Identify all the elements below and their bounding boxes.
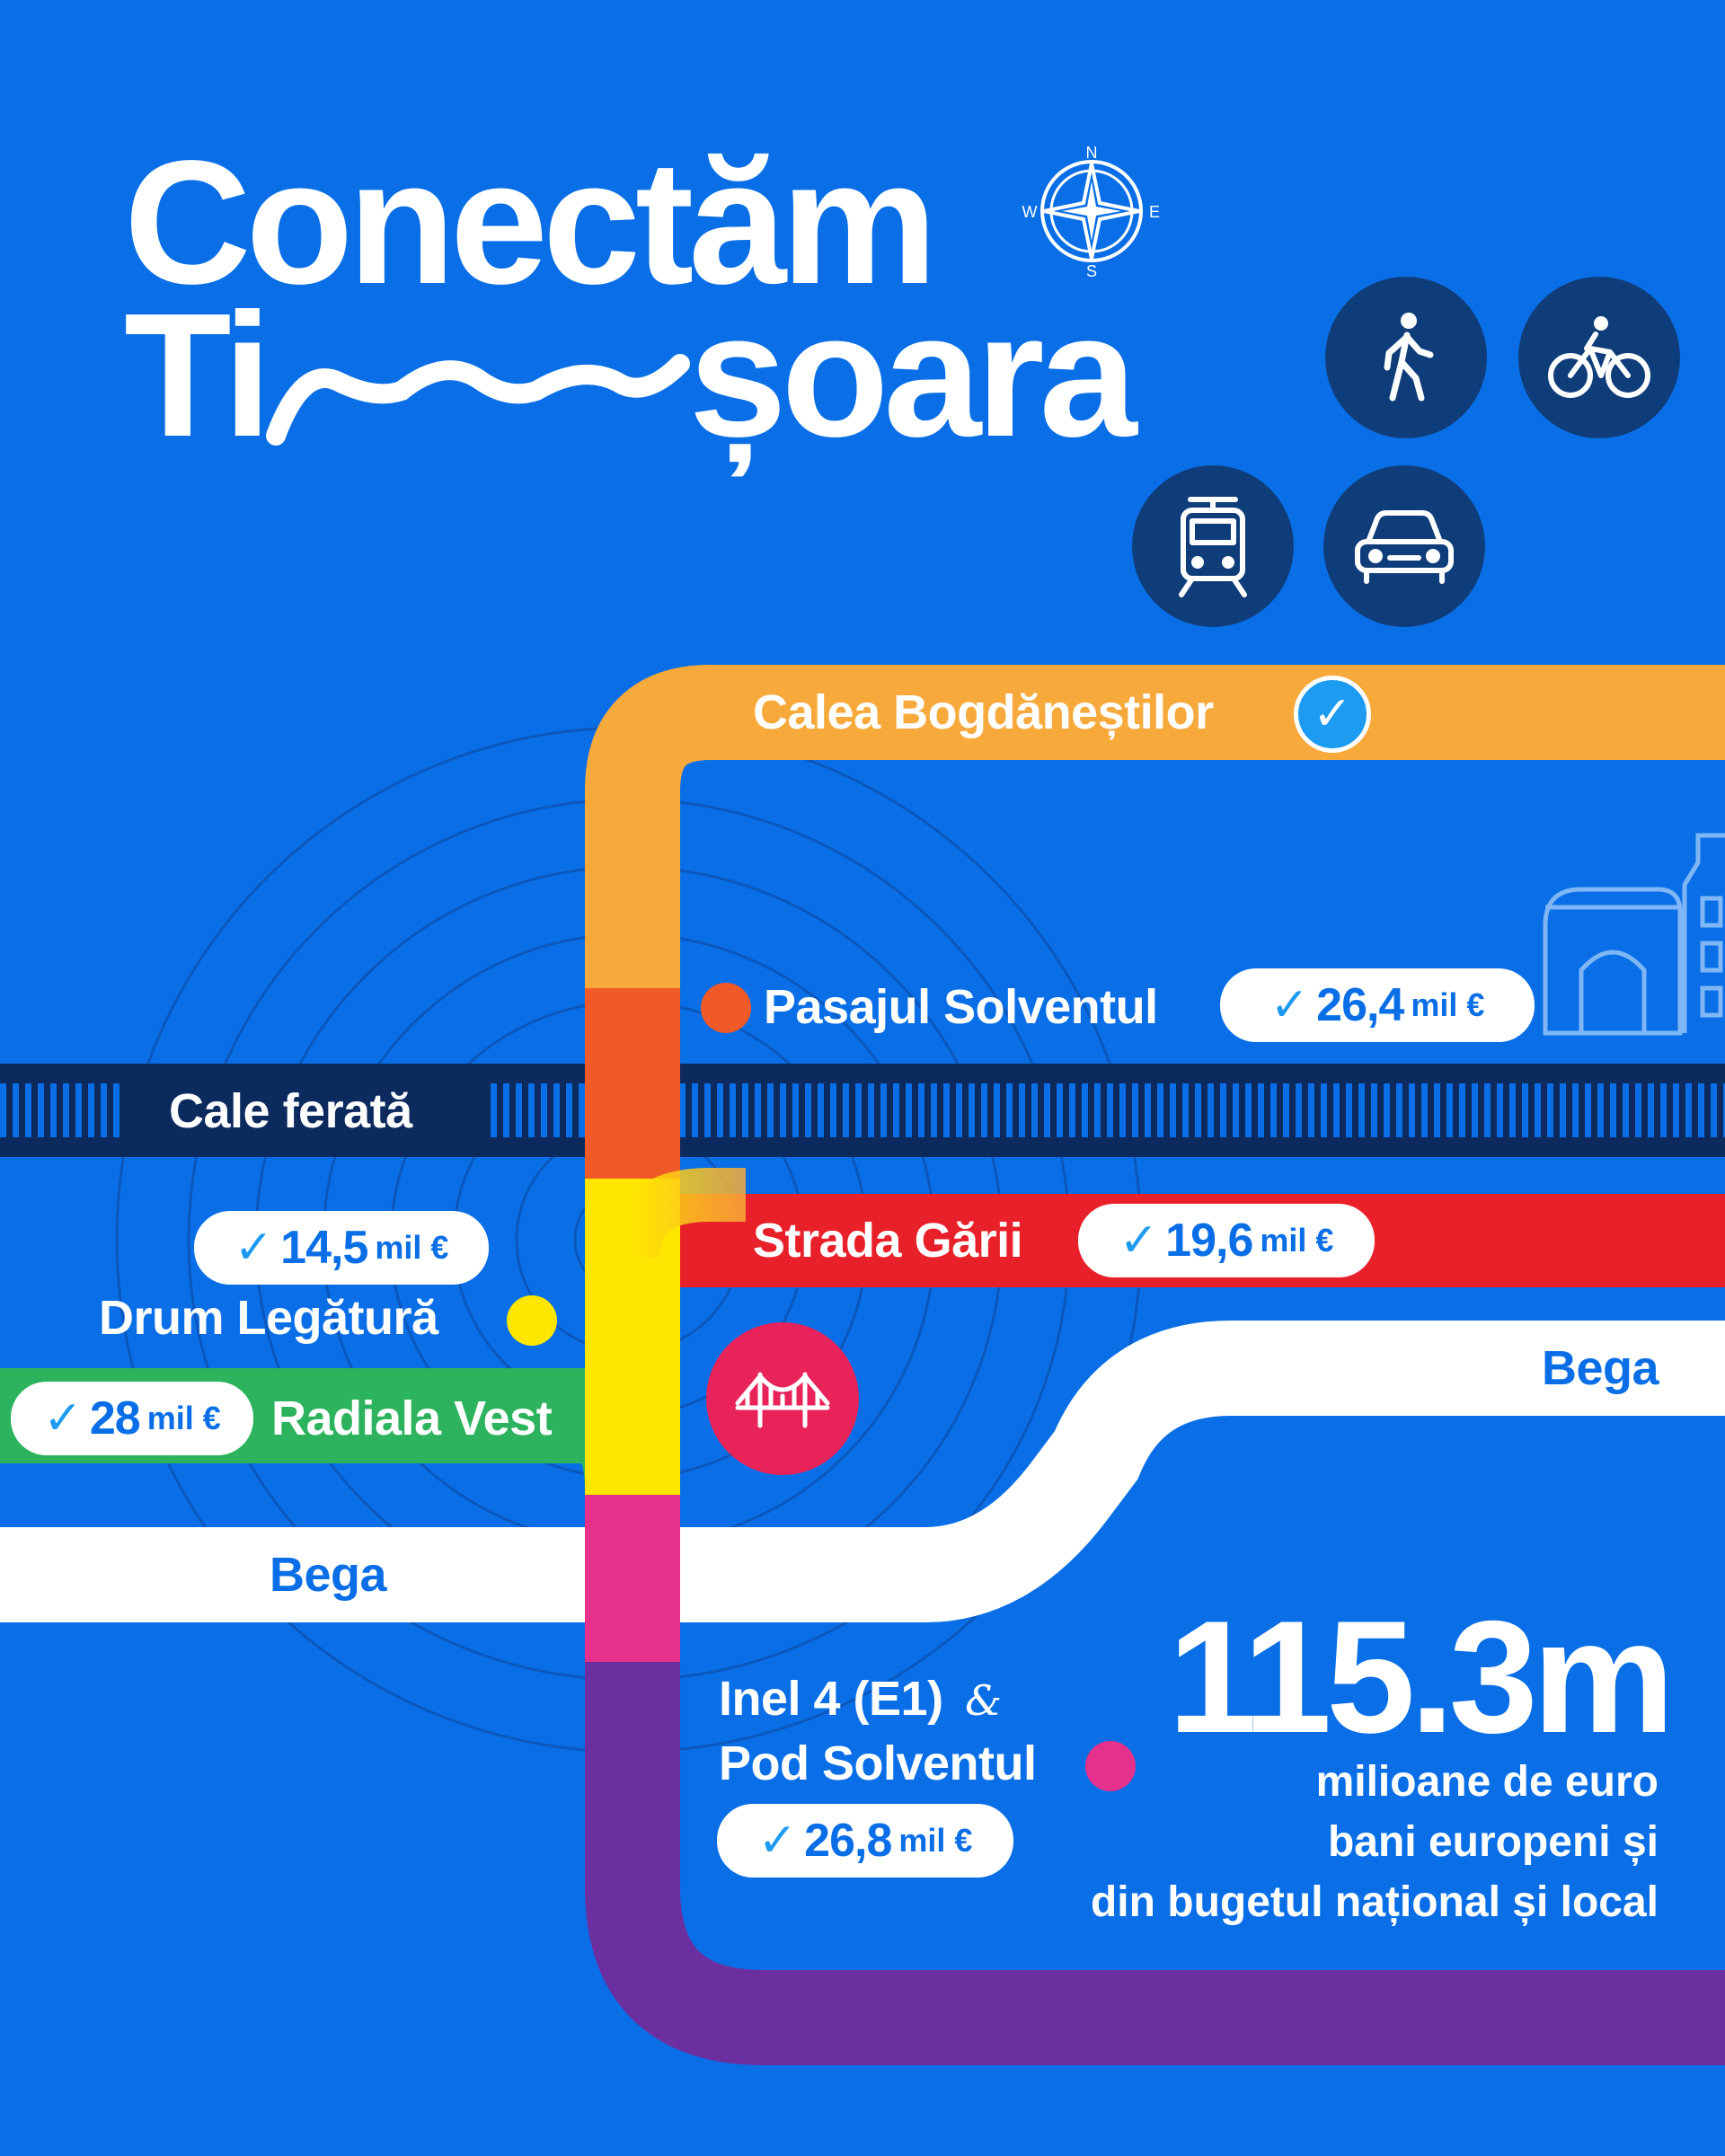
city-buildings-icon	[1545, 835, 1725, 1033]
calea-bogdanestilor-line	[632, 712, 1725, 988]
check-icon: ✓	[43, 1392, 83, 1445]
cale-ferata-label: Cale ferată	[169, 1084, 412, 1138]
tram-icon	[1132, 465, 1294, 627]
pasajul-solventul-dot	[701, 983, 751, 1033]
drum-legatura-dot	[507, 1295, 557, 1346]
wave-logo	[267, 296, 689, 413]
title-line-1: Conectăm	[124, 124, 933, 321]
compass-w: W	[1022, 203, 1038, 221]
bicycle-icon	[1518, 277, 1680, 438]
ampersand: &	[965, 1676, 1002, 1725]
strada-garii-cost-badge: ✓ 19,6 mil €	[1078, 1204, 1375, 1277]
radiala-vest-cost-badge: ✓ 28 mil €	[11, 1382, 253, 1455]
drum-legatura-cost-badge: ✓ 14,5 mil €	[194, 1211, 489, 1285]
bega-label-right: Bega	[1542, 1341, 1659, 1395]
compass-e: E	[1148, 203, 1161, 221]
title-line-2	[124, 277, 1132, 473]
inel4-label: Inel 4 (E1) &	[719, 1672, 1002, 1726]
trunk-red-orange	[585, 983, 680, 1180]
inel4-cost-badge: ✓ 26,8 mil €	[717, 1804, 1013, 1878]
car-icon	[1323, 465, 1485, 627]
compass-icon	[1024, 144, 1159, 278]
drum-legatura-label: Drum Legătură	[99, 1291, 438, 1345]
compass-n: N	[1085, 144, 1098, 162]
completed-check-icon: ✓	[1294, 676, 1371, 753]
title-prefix: Ti	[124, 277, 267, 473]
check-icon: ✓	[234, 1222, 274, 1274]
check-icon: ✓	[1269, 979, 1310, 1031]
strada-garii-label: Strada Gării	[753, 1214, 1023, 1268]
calea-bogdanestilor-label: Calea Bogdăneștilor	[753, 685, 1214, 739]
pod-solventul-label: Pod Solventul	[719, 1736, 1037, 1790]
bridge-icon	[706, 1322, 859, 1475]
pasajul-solventul-label: Pasajul Solventul	[764, 980, 1158, 1034]
bega-label-left: Bega	[270, 1548, 387, 1602]
compass-s: S	[1085, 262, 1098, 280]
radiala-vest-label: Radiala Vest	[271, 1392, 553, 1445]
pasajul-solventul-cost-badge: ✓ 26,4 mil €	[1220, 968, 1535, 1042]
trunk-magenta	[585, 1495, 680, 1666]
check-icon: ✓	[757, 1815, 798, 1867]
pedestrian-icon	[1325, 277, 1487, 438]
total-description: milioane de euro bani europeni și din bugetul național și local	[1090, 1758, 1659, 1927]
title-suffix: șoara	[688, 277, 1132, 473]
check-icon: ✓	[1119, 1215, 1159, 1267]
total-amount: 115.3m	[1168, 1587, 1669, 1766]
wave-icon	[267, 328, 689, 445]
